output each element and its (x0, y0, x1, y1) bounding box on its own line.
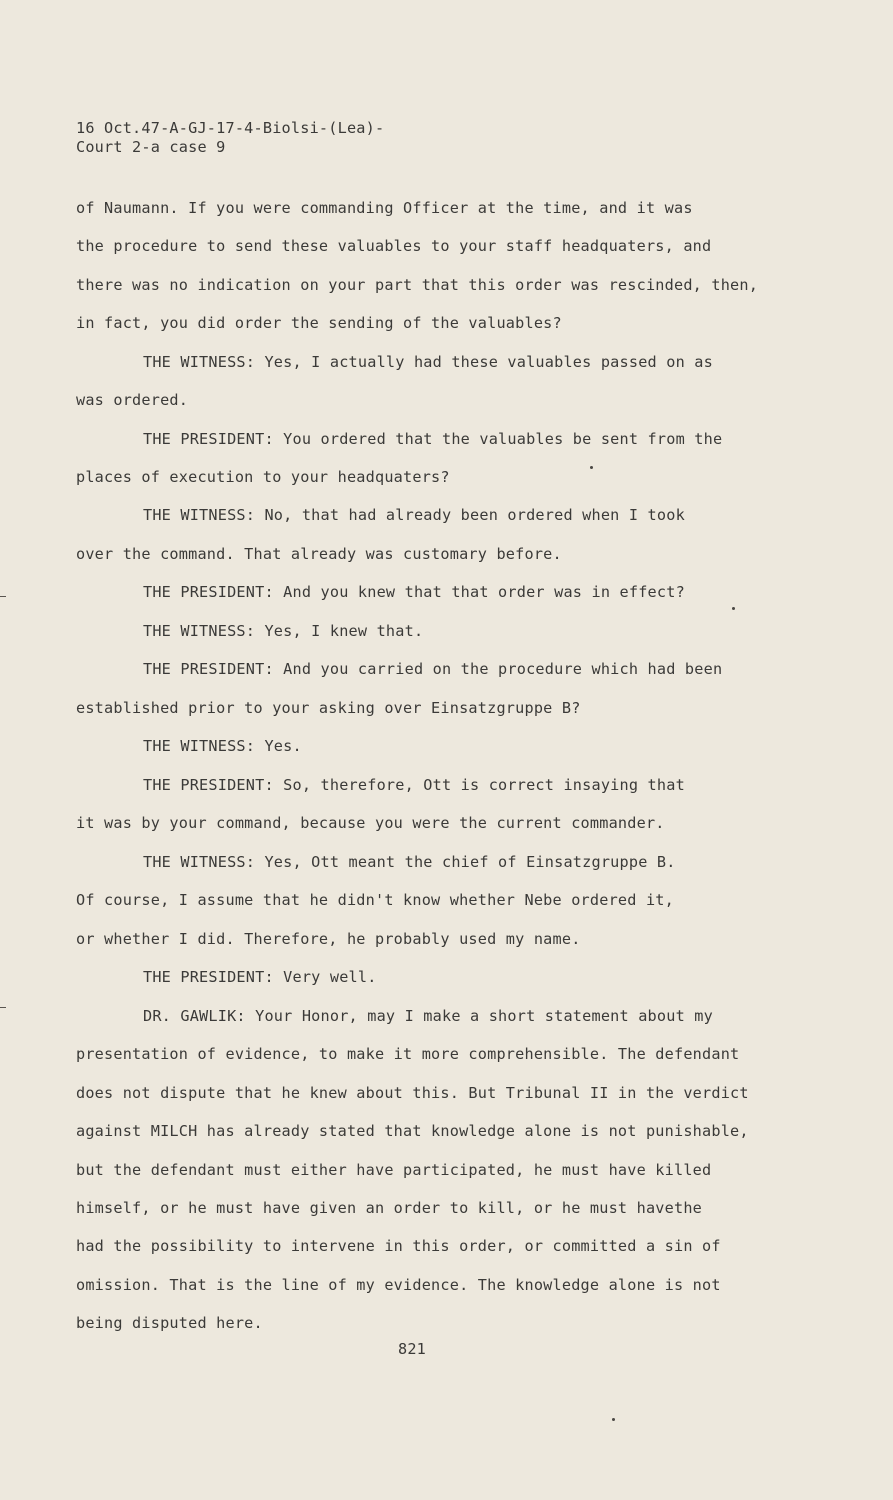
edge-mark (0, 1007, 6, 1008)
transcript-line: THE PRESIDENT: Very well. (143, 968, 377, 986)
transcript-line: against MILCH has already stated that knowledge alone is not punishable, (76, 1122, 749, 1140)
transcript-line: DR. GAWLIK: Your Honor, may I make a short statement about my (143, 1007, 713, 1025)
edge-mark (0, 596, 6, 597)
transcript-line: THE PRESIDENT: So, therefore, Ott is correct insaying that (143, 776, 685, 794)
transcript-line: THE WITNESS: No, that had already been ordered when I took (143, 506, 685, 524)
document-header (76, 119, 384, 157)
transcript-line: was ordered. (76, 391, 189, 409)
transcript-line: over the command. That already was customary before. (76, 545, 562, 563)
transcript-line: THE PRESIDENT: And you carried on the procedure which had been (143, 660, 723, 678)
transcript-line: but the defendant must either have participated, he must have killed (76, 1161, 712, 1179)
transcript-line: Of course, I assume that he didn't know whether Nebe ordered it, (76, 891, 674, 909)
transcript-line: it was by your command, because you were the current commander. (76, 814, 665, 832)
transcript-line: THE PRESIDENT: And you knew that that order was in effect? (143, 583, 685, 601)
header-reference-line: 16 Oct.47-A-GJ-17-4-Biolsi-(Lea)- (76, 119, 385, 137)
transcript-line: being disputed here. (76, 1314, 263, 1332)
transcript-line: THE WITNESS: Yes, I knew that. (143, 622, 424, 640)
transcript-line: of Naumann. If you were commanding Officer at the time, and it was (76, 199, 693, 217)
transcript-line: the procedure to send these valuables to your staff headquaters, and (76, 237, 712, 255)
transcript-line: places of execution to your headquaters? (76, 468, 450, 486)
transcript-line: in fact, you did order the sending of the valuables? (76, 314, 562, 332)
transcript-line: THE WITNESS: Yes, I actually had these valuables passed on as (143, 353, 713, 371)
transcript-line: there was no indication on your part that this order was rescinded, then, (76, 276, 759, 294)
scan-speck (612, 1418, 615, 1421)
transcript-line: THE WITNESS: Yes, Ott meant the chief of Einsatzgruppe B. (143, 853, 676, 871)
scan-speck (732, 607, 735, 610)
transcript-line: omission. That is the line of my evidence. The knowledge alone is not (76, 1276, 721, 1294)
transcript-line: had the possibility to intervene in this order, or committed a sin of (76, 1237, 721, 1255)
header-court-line: Court 2-a case 9 (76, 138, 226, 156)
scan-speck (590, 466, 593, 469)
transcript-line: established prior to your asking over Einsatzgruppe B? (76, 699, 581, 717)
transcript-line: himself, or he must have given an order to kill, or he must havethe (76, 1199, 703, 1217)
transcript-line: does not dispute that he knew about this. But Tribunal II in the verdict (76, 1084, 749, 1102)
transcript-line: THE WITNESS: Yes. (143, 737, 302, 755)
transcript-line: presentation of evidence, to make it more comprehensible. The defendant (76, 1045, 740, 1063)
page-number: 821 (398, 1340, 427, 1358)
transcript-line: THE PRESIDENT: You ordered that the valuables be sent from the (143, 430, 723, 448)
transcript-line: or whether I did. Therefore, he probably used my name. (76, 930, 581, 948)
